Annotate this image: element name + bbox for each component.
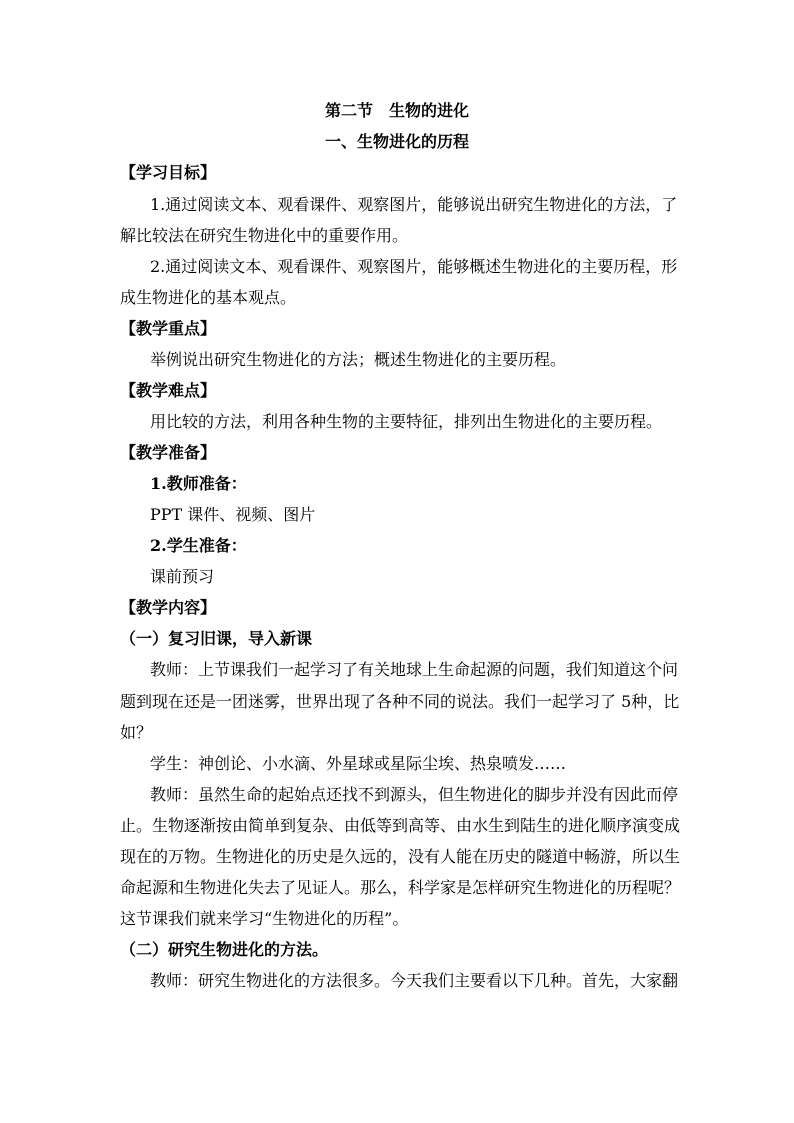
objective-1-line-2: 解比较法在研究生物进化中的重要作用。 bbox=[120, 226, 409, 245]
teacher-prep-text: PPT 课件、视频、图片 bbox=[150, 505, 316, 524]
objective-2-line-2: 成生物进化的基本观点。 bbox=[120, 288, 297, 307]
heading-key-points: 【教学重点】 bbox=[120, 319, 217, 338]
paragraph-1-line-2: 题到现在还是一团迷雾，世界出现了各种不同的说法。我们一起学习了 5种，比 bbox=[120, 692, 680, 711]
difficulties-text: 用比较的方法，利用各种生物的主要特征，排列出生物进化的主要历程。 bbox=[150, 412, 663, 431]
paragraph-3-line-5: 这节课我们就来学习“生物进化的历程”。 bbox=[120, 909, 409, 928]
lesson-subtitle: 一、生物进化的历程 bbox=[324, 132, 469, 151]
paragraph-4-line-1: 教师：研究生物进化的方法很多。今天我们主要看以下几种。首先，大家翻 bbox=[150, 971, 679, 990]
paragraph-3-line-3: 现在的万物。生物进化的历史是久远的，没有人能在历史的隧道中畅游，所以生 bbox=[120, 847, 681, 866]
paragraph-3-line-4: 命起源和生物进化失去了见证人。那么，科学家是怎样研究生物进化的历程呢？ bbox=[120, 878, 681, 897]
key-points-text: 举例说出研究生物进化的方法；概述生物进化的主要历程。 bbox=[150, 350, 567, 369]
heading-difficulties: 【教学难点】 bbox=[120, 381, 217, 400]
paragraph-3-line-1: 教师：虽然生命的起始点还找不到源头，但生物进化的脚步并没有因此而停 bbox=[150, 785, 679, 804]
teacher-prep-label: 1.教师准备： bbox=[150, 474, 247, 493]
heading-teaching-content: 【教学内容】 bbox=[120, 598, 217, 617]
paragraph-1-line-1: 教师：上节课我们一起学习了有关地球上生命起源的问题，我们知道这个问 bbox=[150, 660, 679, 679]
paragraph-3-line-2: 止。生物逐渐按由简单到复杂、由低等到高等、由水生到陆生的进化顺序演变成 bbox=[120, 816, 681, 835]
section-1-heading: （一）复习旧课，导入新课 bbox=[120, 629, 313, 648]
paragraph-2-line-1: 学生：神创论、小水滴、外星球或星际尘埃、热泉喷发…… bbox=[150, 754, 567, 773]
heading-learning-objectives: 【学习目标】 bbox=[120, 163, 217, 182]
student-prep-label: 2.学生准备： bbox=[150, 536, 247, 555]
document-title: 第二节 生物的进化 bbox=[324, 101, 469, 120]
section-2-heading: （二）研究生物进化的方法。 bbox=[120, 940, 329, 959]
paragraph-1-line-3: 如？ bbox=[120, 723, 153, 742]
heading-preparation: 【教学准备】 bbox=[120, 443, 217, 462]
objective-2-line-1: 2.通过阅读文本、观看课件、观察图片，能够概述生物进化的主要历程，形 bbox=[150, 257, 678, 276]
objective-1-line-1: 1.通过阅读文本、观看课件、观察图片，能够说出研究生物进化的方法，了 bbox=[150, 195, 678, 214]
student-prep-text: 课前预习 bbox=[150, 567, 215, 586]
